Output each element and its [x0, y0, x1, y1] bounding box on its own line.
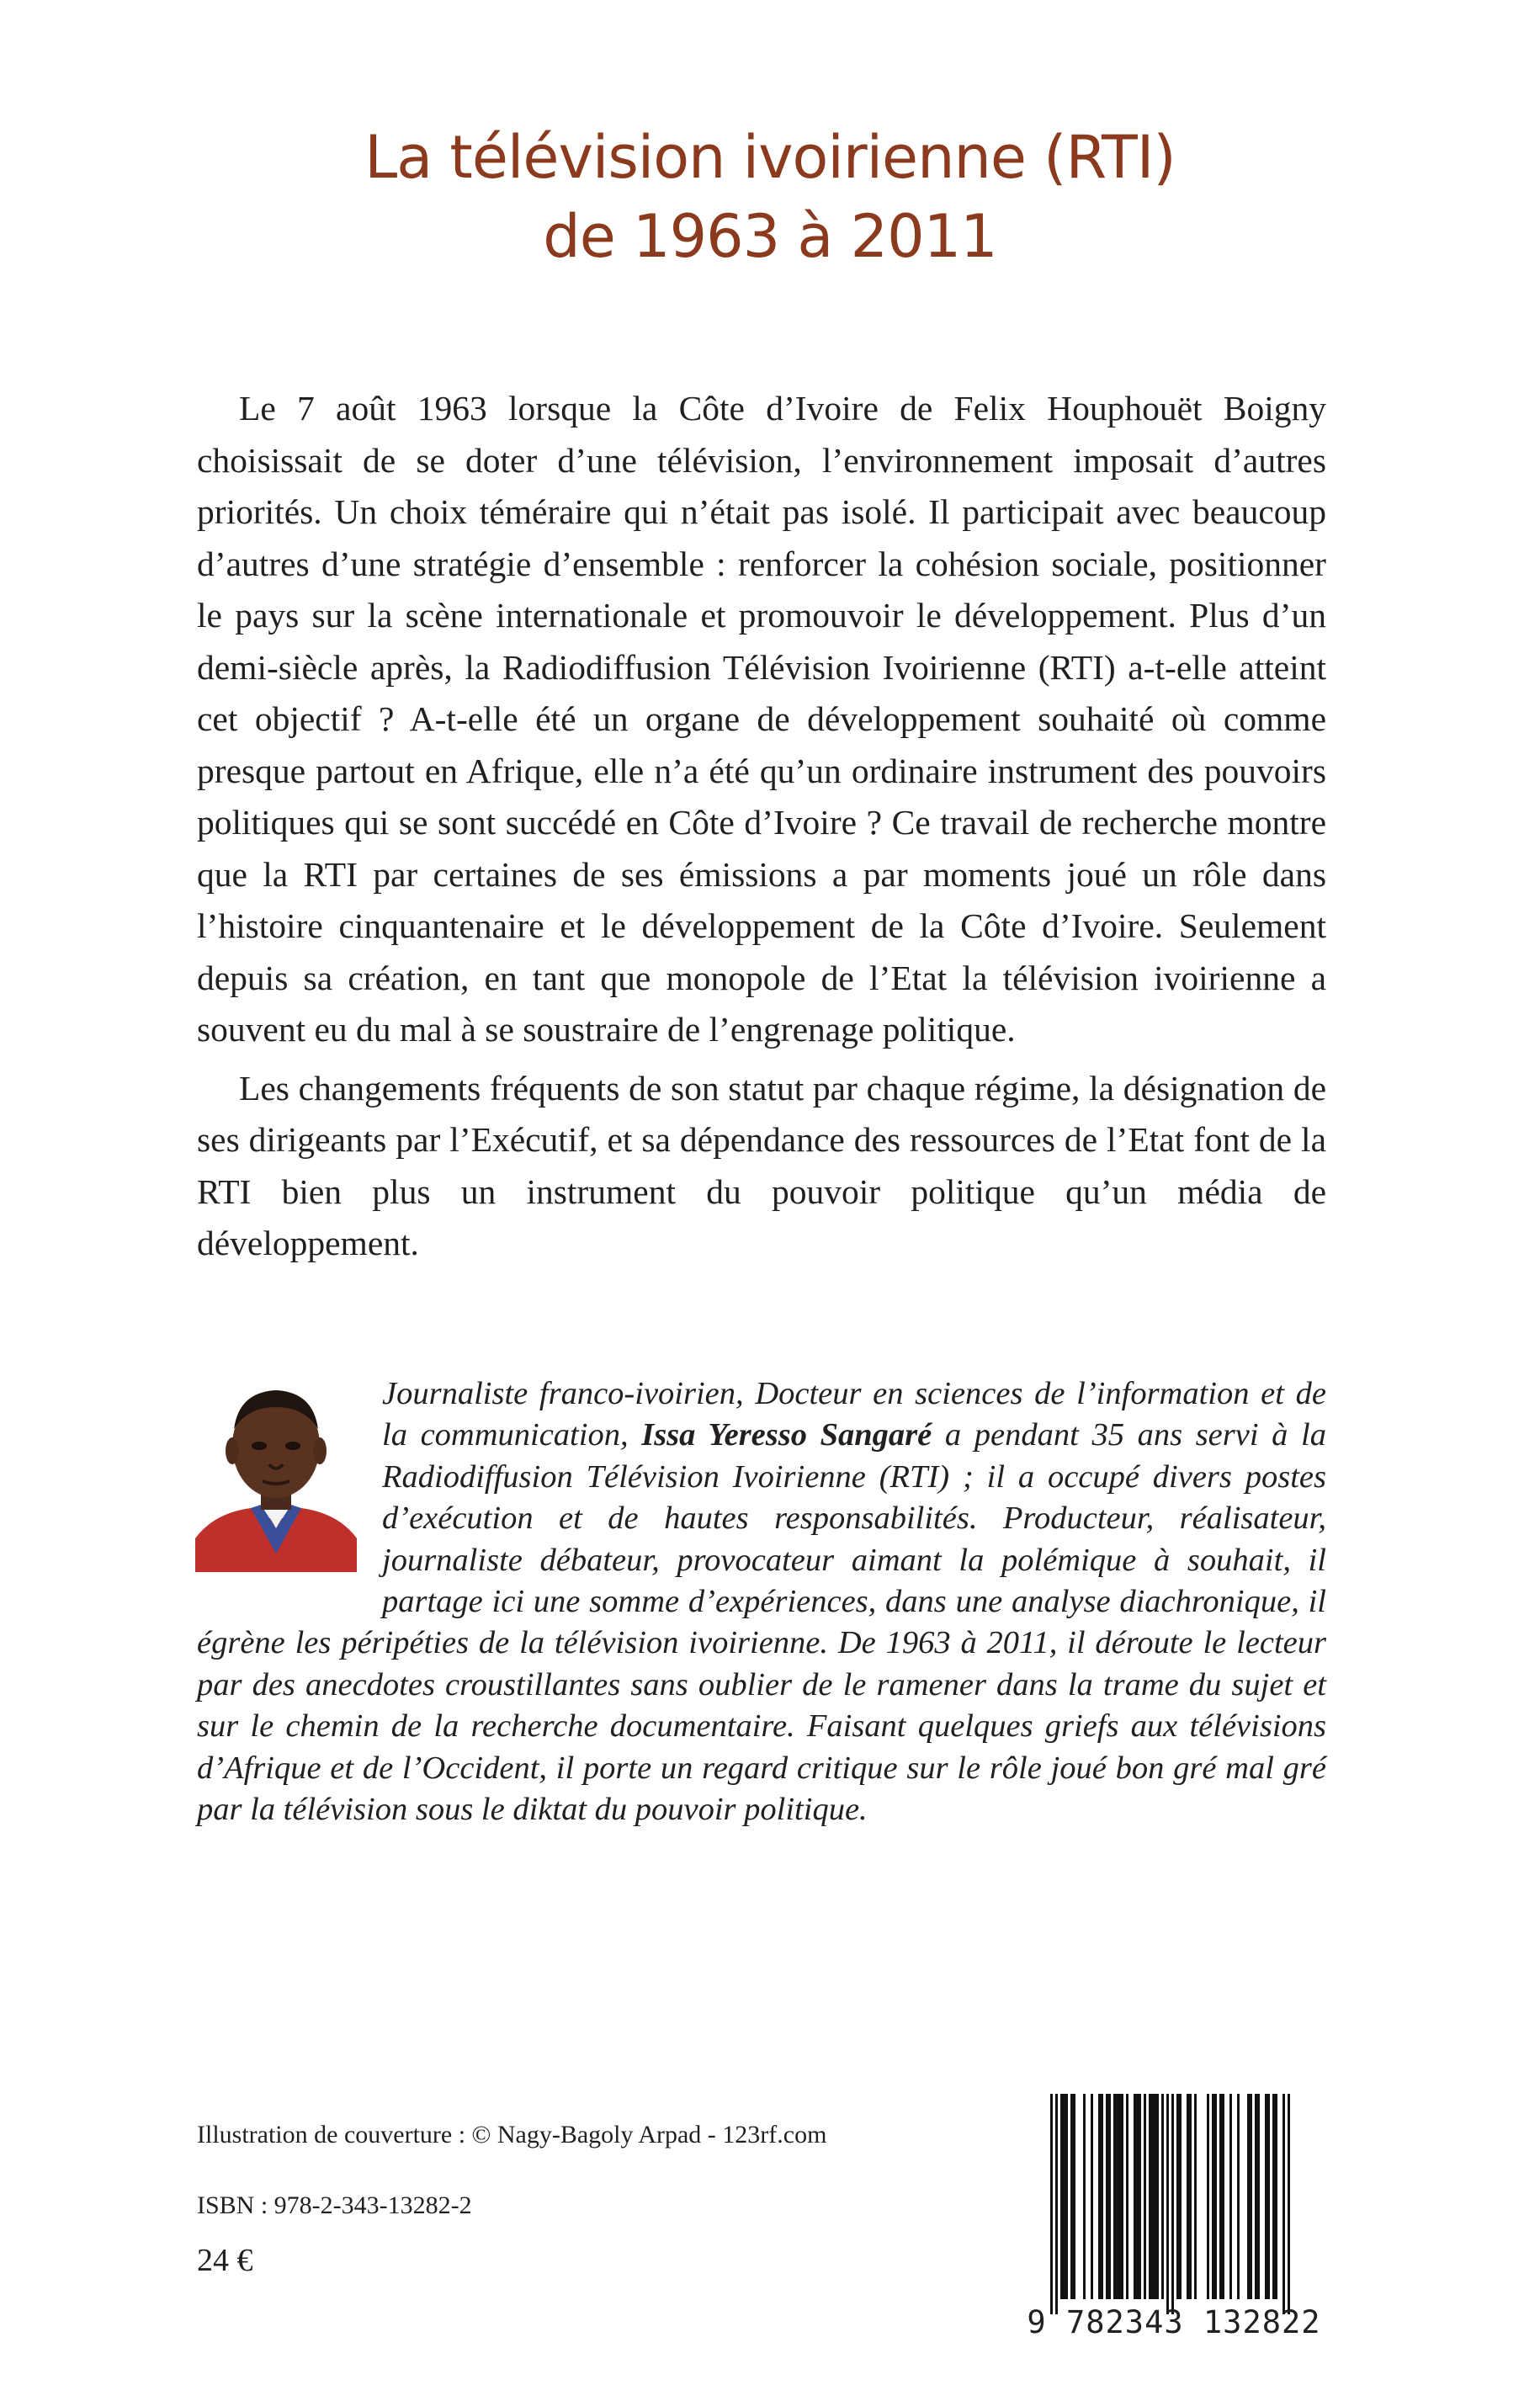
barcode-bar: [1212, 2094, 1214, 2299]
barcode-bar: [1219, 2094, 1222, 2299]
book-title: [0, 118, 1540, 276]
barcode-bar: [1070, 2094, 1073, 2299]
book-title-line-2: de 1963 à 2011: [543, 202, 997, 271]
barcode-bar: [1113, 2094, 1116, 2299]
summary-paragraph-2: Les changements fréquents de son statut par chaque régime, la désignation de ses dirigeants par l’Exécutif, et sa dépendance des ressources de l’Etat font de la RTI bien plus un instrument du pouvoir politique qu’un média de développement.: [197, 1068, 1326, 1262]
book-title-line-1: La télévision ivoirienne (RTI): [364, 123, 1176, 192]
author-bio: [197, 1373, 1326, 1830]
isbn: ISBN : 978-2-343-13282-2: [197, 2191, 472, 2219]
barcode-bar: [1065, 2094, 1068, 2299]
barcode-bar: [1121, 2094, 1123, 2299]
barcode-bar: [1101, 2094, 1103, 2299]
barcode-bar: [1166, 2094, 1169, 2314]
barcode-bar: [1275, 2094, 1277, 2299]
barcode-bar: [1207, 2094, 1209, 2299]
barcode-bar: [1265, 2094, 1267, 2299]
barcode-bar: [1267, 2094, 1270, 2299]
barcode-bar: [1156, 2094, 1159, 2299]
barcode-bar: [1050, 2094, 1053, 2314]
barcode-bar: [1073, 2094, 1075, 2299]
barcode-bar: [1149, 2094, 1151, 2299]
barcode-bar: [1136, 2094, 1139, 2299]
barcode-bar: [1118, 2094, 1121, 2299]
barcode-bar: [1187, 2094, 1189, 2299]
barcode-bar: [1194, 2094, 1197, 2299]
author-bio-text: a pendant 35 ans servi à la Radiodiffusion Télévision Ivoirienne (RTI) ; il a occupé divers postes d’exécution et de hautes responsabilités. Producteur, réalisateur, journaliste débateur, provocateur aimant la polémique à souhait, il partage ici une somme d’expériences, dans une analyse diachronique, il égrène les péripéties de la télévision ivoirienne. De 1963 à 2011, il déroute le lecteur par des anecdotes croustillantes sans oublier de le ramener dans la trame du sujet et sur le chemin de la recherche documentaire. Faisant quelques griefs aux télévisions d’Afrique et de l’Occident, il porte un regard critique sur le rôle joué bon gré mal gré par la télévision sous le diktat du pouvoir politique.: [197, 1417, 1326, 1828]
barcode-bar: [1179, 2094, 1182, 2299]
barcode-bar: [1151, 2094, 1154, 2299]
barcode-bar: [1098, 2094, 1101, 2299]
summary-paragraph-1: Le 7 août 1963 lorsque la Côte d’Ivoire de Felix Houphouët Boigny choisissait de se doter d’une télévision, l’environnement imposait d’autres priorités. Un choix téméraire qui n’était pas isolé. Il participait avec beaucoup d’autres d’une stratégie d’ensemble : renforcer la cohésion sociale, positionner le pays sur la scène internationale et promouvoir le développement. Plus d’un demi-siècle après, la Radiodiffusion Télévision Ivoirienne (RTI) a-t-elle atteint cet objectif ? A-t-elle été un organe de développement souhaité où comme presque partout en Afrique, elle n’a été qu’un ordinaire instrument des pouvoirs politiques qui se sont succédé en Côte d’Ivoire ? Ce travail de recherche montre que la RTI par certaines de ses émissions a par moments joué un rôle dans l’histoire cinquantenaire et le développement de la Côte d’Ivoire. Seulement depuis sa création, en tant que monopole de l’Etat la télévision ivoirienne a souvent eu du mal à se soustraire de l’engrenage politique.: [197, 389, 1326, 1049]
barcode-bar: [1171, 2094, 1174, 2314]
barcode-bar: [1189, 2094, 1192, 2299]
barcode-bar: [1257, 2094, 1260, 2299]
cover-illustration-credit: Illustration de couverture : © Nagy-Bagoly Arpad - 123rf.com: [197, 2121, 827, 2149]
author-bio-intro: Journaliste franco-ivoirien, Docteur en sciences de l’information et de la communication,: [382, 1376, 1326, 1453]
barcode-bar: [1237, 2094, 1240, 2299]
barcode-bar: [1272, 2094, 1275, 2299]
barcode-bar: [1091, 2094, 1093, 2299]
barcode-bar: [1176, 2094, 1179, 2299]
barcode-bar: [1126, 2094, 1128, 2299]
barcode-bar: [1060, 2094, 1063, 2299]
barcode-bar: [1108, 2094, 1111, 2299]
barcode-bar: [1214, 2094, 1217, 2299]
barcode-bar: [1222, 2094, 1224, 2299]
barcode-bar: [1154, 2094, 1156, 2299]
barcode-bar: [1288, 2094, 1290, 2314]
barcode-bar: [1229, 2094, 1232, 2299]
author-name: Issa Yeresso Sangaré: [641, 1417, 932, 1453]
barcode-bar: [1134, 2094, 1136, 2299]
barcode-bar: [1255, 2094, 1257, 2299]
price: 24 €: [197, 2243, 253, 2278]
barcode-bar: [1116, 2094, 1118, 2299]
barcode-bar: [1282, 2094, 1285, 2314]
barcode-bar: [1161, 2094, 1164, 2299]
barcode-bar: [1250, 2094, 1252, 2299]
barcode-bar: [1063, 2094, 1065, 2299]
barcode-bar: [1083, 2094, 1086, 2299]
barcode-bar: [1247, 2094, 1250, 2299]
barcode-bar: [1055, 2094, 1058, 2314]
barcode-bar: [1106, 2094, 1108, 2299]
book-summary: [197, 383, 1326, 1270]
barcode-digits: 9 782343 132822: [1027, 2304, 1321, 2340]
barcode-bar: [1139, 2094, 1141, 2299]
barcode-bar: [1144, 2094, 1146, 2299]
